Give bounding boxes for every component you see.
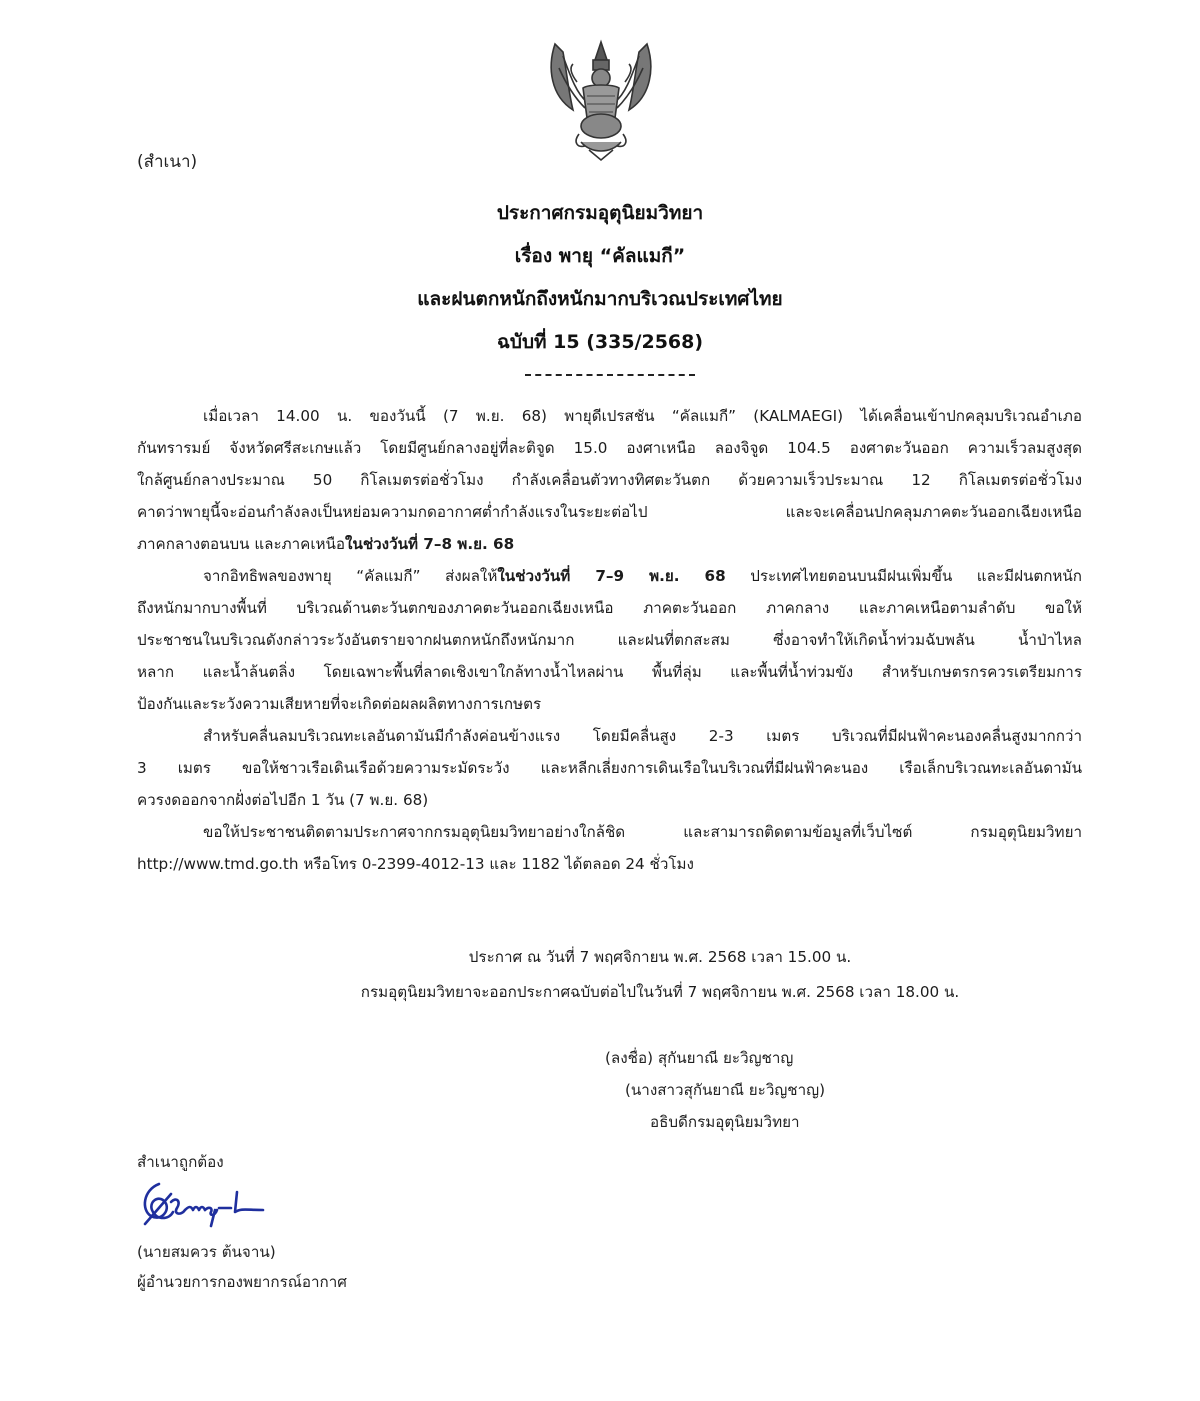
paragraph-1-text: ภาคกลางตอนบน และภาคเหนือ [137, 535, 346, 553]
issued-datetime: ประกาศ ณ วันที่ 7 พฤศจิกายน พ.ศ. 2568 เวลา 15.00 น. [468, 948, 852, 966]
paragraph-2-line: ถึงหนักมากบางพื้นที่ บริเวณด้านตะวันตกของภาคตะวันออกเฉียงเหนือ ภาคตะวันออก ภาคกลาง และภาคเหนือตามลำดับ ขอให้ [137, 599, 1082, 617]
paragraph-2-line [137, 560, 1082, 592]
paragraph-2-line: ประชาชนในบริเวณดังกล่าวระวังอันตรายจากฝนตกหนักถึงหนักมาก และฝนที่ตกสะสม ซึ่งอาจทำให้เกิดน้ำท่วมฉับพลัน น้ำป่าไหล [137, 631, 1082, 649]
handwritten-signature-icon [137, 1180, 267, 1228]
paragraph-4-line: ขอให้ประชาชนติดตามประกาศจากกรมอุตุนิยมวิทยาอย่างใกล้ชิด และสามารถติดตามข้อมูลที่เว็บไซต์ กรมอุตุนิยมวิทยา [203, 823, 1082, 841]
paragraph-1-line: เมื่อเวลา 14.00 น. ของวันนี้ (7 พ.ย. 68) พายุดีเปรสชัน “คัลแมกี” (KALMAEGI) ได้เคลื่อนเข้าปกคลุมบริเวณอำเภอ [203, 407, 1082, 425]
date-range-highlight: ในช่วงวันที่ 7–8 พ.ย. 68 [345, 535, 515, 553]
paragraph-2-text: จากอิทธิพลของพายุ “คัลแมกี” ส่งผลให้ [203, 567, 498, 585]
signer-block [600, 1042, 900, 1138]
paragraph-3-line: 3 เมตร ขอให้ชาวเรือเดินเรือด้วยความระมัดระวัง และหลีกเลี่ยงการเดินเรือในบริเวณที่มีฝนฟ้าคะนอง เรือเล็กบริเวณทะเลอันดามัน [137, 759, 1082, 777]
paragraph-1-line [137, 528, 1082, 560]
paragraph-1-line: ใกล้ศูนย์กลางประมาณ 50 กิโลเมตรต่อชั่วโมง กำลังเคลื่อนตัวทางทิศตะวันตก ด้วยความเร็วประมาณ 12 กิโลเมตรต่อชั่วโมง [137, 471, 1082, 489]
date-range-highlight: ในช่วงวันที่ 7–9 พ.ย. 68 [497, 567, 726, 585]
garuda-emblem-icon [543, 38, 659, 162]
paragraph-3-line: ควรงดออกจากฝั่งต่อไปอีก 1 วัน (7 พ.ย. 68) [137, 791, 429, 809]
title-subject-cont: และฝนตกหนักถึงหนักมากบริเวณประเทศไทย [417, 288, 783, 310]
title-subject: เรื่อง พายุ “คัลแมกี” [514, 245, 686, 267]
signer-signed: (ลงชื่อ) สุกันยาณี ยะวิญชาญ [605, 1049, 794, 1067]
certifier-name: (นายสมควร ต้นจาน) [137, 1243, 276, 1261]
signer-position: อธิบดีกรมอุตุนิยมวิทยา [650, 1113, 800, 1131]
certified-copy-block [137, 1148, 437, 1296]
paragraph-2-line: หลาก และน้ำล้นตลิ่ง โดยเฉพาะพื้นที่ลาดเชิงเขาใกล้ทางน้ำไหลผ่าน พื้นที่ลุ่ม และพื้นที่น้ำท่วมขัง สำหรับเกษตรกรควรเตรียมการ [137, 663, 1082, 681]
announcement-title [0, 192, 1200, 364]
announcement-body [137, 400, 1082, 880]
copy-label: (สำเนา) [137, 152, 198, 172]
title-divider [525, 374, 695, 376]
title-agency: ประกาศกรมอุตุนิยมวิทยา [496, 202, 704, 224]
certifier-position: ผู้อำนวยการกองพยากรณ์อากาศ [137, 1273, 347, 1291]
certified-copy-label: สำเนาถูกต้อง [137, 1153, 224, 1171]
paragraph-3-line: สำหรับคลื่นลมบริเวณทะเลอันดามันมีกำลังค่อนข้างแรง โดยมีคลื่นสูง 2-3 เมตร บริเวณที่มีฝนฟ้าคะนองคลื่นสูงมากกว่า [203, 727, 1082, 745]
signer-full-name: (นางสาวสุกันยาณี ยะวิญชาญ) [625, 1081, 825, 1099]
paragraph-2-text: ประเทศไทยตอนบนมีฝนเพิ่มขึ้น และมีฝนตกหนัก [725, 567, 1083, 585]
announcement-dates [0, 940, 1200, 1010]
paragraph-2-line: ป้องกันและระวังความเสียหายที่จะเกิดต่อผลผลิตทางการเกษตร [137, 695, 542, 713]
paragraph-1-line: กันทรารมย์ จังหวัดศรีสะเกษแล้ว โดยมีศูนย์กลางอยู่ที่ละติจูด 15.0 องศาเหนือ ลองจิจูด 104.5 องศาตะวันออก ความเร็วลมสูงสุด [137, 439, 1082, 457]
paragraph-1-line: คาดว่าพายุนี้จะอ่อนกำลังลงเป็นหย่อมความกดอากาศต่ำกำลังแรงในระยะต่อไป และจะเคลื่อนปกคลุมภาคตะวันออกเฉียงเหนือ [137, 503, 1082, 521]
title-issue-number: ฉบับที่ 15 (335/2568) [496, 331, 704, 353]
next-issue-datetime: กรมอุตุนิยมวิทยาจะออกประกาศฉบับต่อไปในวันที่ 7 พฤศจิกายน พ.ศ. 2568 เวลา 18.00 น. [360, 983, 960, 1001]
paragraph-4-contact-line: http://www.tmd.go.th หรือโทร 0-2399-4012-13 และ 1182 ได้ตลอด 24 ชั่วโมง [137, 855, 694, 873]
